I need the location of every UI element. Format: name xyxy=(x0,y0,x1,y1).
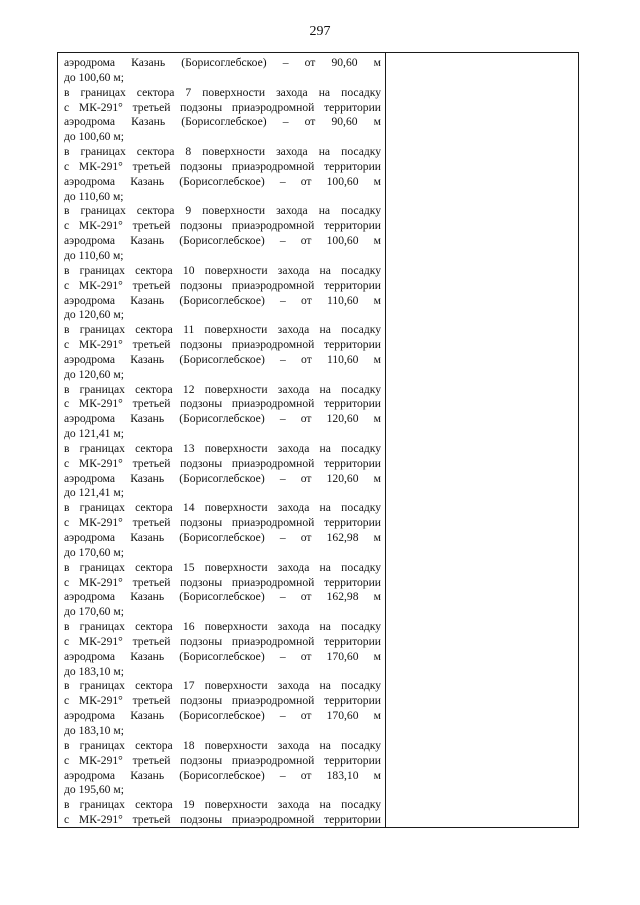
text-line: с МК-291° третьей подзоны приаэродромной территории xyxy=(64,813,381,827)
text-line: до 183,10 м; xyxy=(64,664,124,678)
text-line: с МК-291° третьей подзоны приаэродромной территории xyxy=(64,753,381,767)
text-line: аэродрома Казань (Борисоглебское) – от 170,60 м xyxy=(64,649,381,663)
document-table xyxy=(57,52,579,828)
text-line: с МК-291° третьей подзоны приаэродромной территории xyxy=(64,338,381,352)
table-left-column xyxy=(58,53,386,827)
text-line: аэродрома Казань (Борисоглебское) – от 162,98 м xyxy=(64,590,381,604)
text-line: с МК-291° третьей подзоны приаэродромной территории xyxy=(64,456,381,470)
text-line: в границах сектора 15 поверхности захода на посадку xyxy=(64,560,381,574)
text-line: в границах сектора 17 поверхности захода на посадку xyxy=(64,679,381,693)
text-line: в границах сектора 9 поверхности захода на посадку xyxy=(64,204,381,218)
text-line: с МК-291° третьей подзоны приаэродромной территории xyxy=(64,278,381,292)
text-line: аэродрома Казань (Борисоглебское) – от 90,60 м xyxy=(64,56,381,69)
table-right-column xyxy=(386,53,578,827)
text-line: до 195,60 м; xyxy=(64,783,124,797)
text-line: с МК-291° третьей подзоны приаэродромной территории xyxy=(64,575,381,589)
text-line: до 121,41 м; xyxy=(64,486,124,500)
text-line: с МК-291° третьей подзоны приаэродромной территории xyxy=(64,694,381,708)
text-line: до 100,60 м; xyxy=(64,70,124,84)
text-line: до 110,60 м; xyxy=(64,189,124,203)
text-line: в границах сектора 8 поверхности захода на посадку xyxy=(64,145,381,159)
text-line: до 121,41 м; xyxy=(64,427,124,441)
text-line: аэродрома Казань (Борисоглебское) – от 162,98 м xyxy=(64,531,381,544)
text-line: в границах сектора 7 поверхности захода на посадку xyxy=(64,85,381,99)
text-line: аэродрома Казань (Борисоглебское) – от 100,60 м xyxy=(64,234,381,248)
text-line: аэродрома Казань (Борисоглебское) – от 183,10 м xyxy=(64,768,381,782)
text-line: в границах сектора 13 поверхности захода на посадку xyxy=(64,441,381,455)
text-line: с МК-291° третьей подзоны приаэродромной территории xyxy=(64,516,381,530)
text-line: с МК-291° третьей подзоны приаэродромной территории xyxy=(64,634,381,648)
text-line: с МК-291° третьей подзоны приаэродромной территории xyxy=(64,397,381,411)
text-line: в границах сектора 12 поверхности захода на посадку xyxy=(64,382,381,396)
text-line: до 170,60 м; xyxy=(64,605,124,619)
text-line: в границах сектора 18 поверхности захода на посадку xyxy=(64,738,381,752)
text-line: аэродрома Казань (Борисоглебское) – от 110,60 м xyxy=(64,352,381,366)
text-line: в границах сектора 14 поверхности захода на посадку xyxy=(64,501,381,515)
text-line: аэродрома Казань (Борисоглебское) – от 120,60 м xyxy=(64,412,381,426)
text-line: до 183,10 м; xyxy=(64,723,124,737)
text-line: в границах сектора 19 поверхности захода на посадку xyxy=(64,798,381,812)
text-line: с МК-291° третьей подзоны приаэродромной территории xyxy=(64,159,381,173)
text-line: до 170,60 м; xyxy=(64,545,124,559)
text-line: в границах сектора 10 поверхности захода на посадку xyxy=(64,263,381,277)
text-line: аэродрома Казань (Борисоглебское) – от 170,60 м xyxy=(64,709,381,723)
text-line: аэродрома Казань (Борисоглебское) – от 100,60 м xyxy=(64,174,381,188)
text-line: в границах сектора 16 поверхности захода на посадку xyxy=(64,620,381,634)
text-line: аэродрома Казань (Борисоглебское) – от 110,60 м xyxy=(64,293,381,307)
text-line: с МК-291° третьей подзоны приаэродромной территории xyxy=(64,100,381,114)
text-line: до 120,60 м; xyxy=(64,367,124,381)
text-line: до 100,60 м; xyxy=(64,130,124,144)
page-number: 297 xyxy=(309,24,331,39)
text-line: до 110,60 м; xyxy=(64,248,124,262)
text-line: аэродрома Казань (Борисоглебское) – от 120,60 м xyxy=(64,471,381,485)
text-line: аэродрома Казань (Борисоглебское) – от 90,60 м xyxy=(64,115,381,129)
text-line: в границах сектора 11 поверхности захода на посадку xyxy=(64,323,381,337)
text-line: с МК-291° третьей подзоны приаэродромной территории xyxy=(64,219,381,233)
text-line: до 120,60 м; xyxy=(64,308,124,322)
